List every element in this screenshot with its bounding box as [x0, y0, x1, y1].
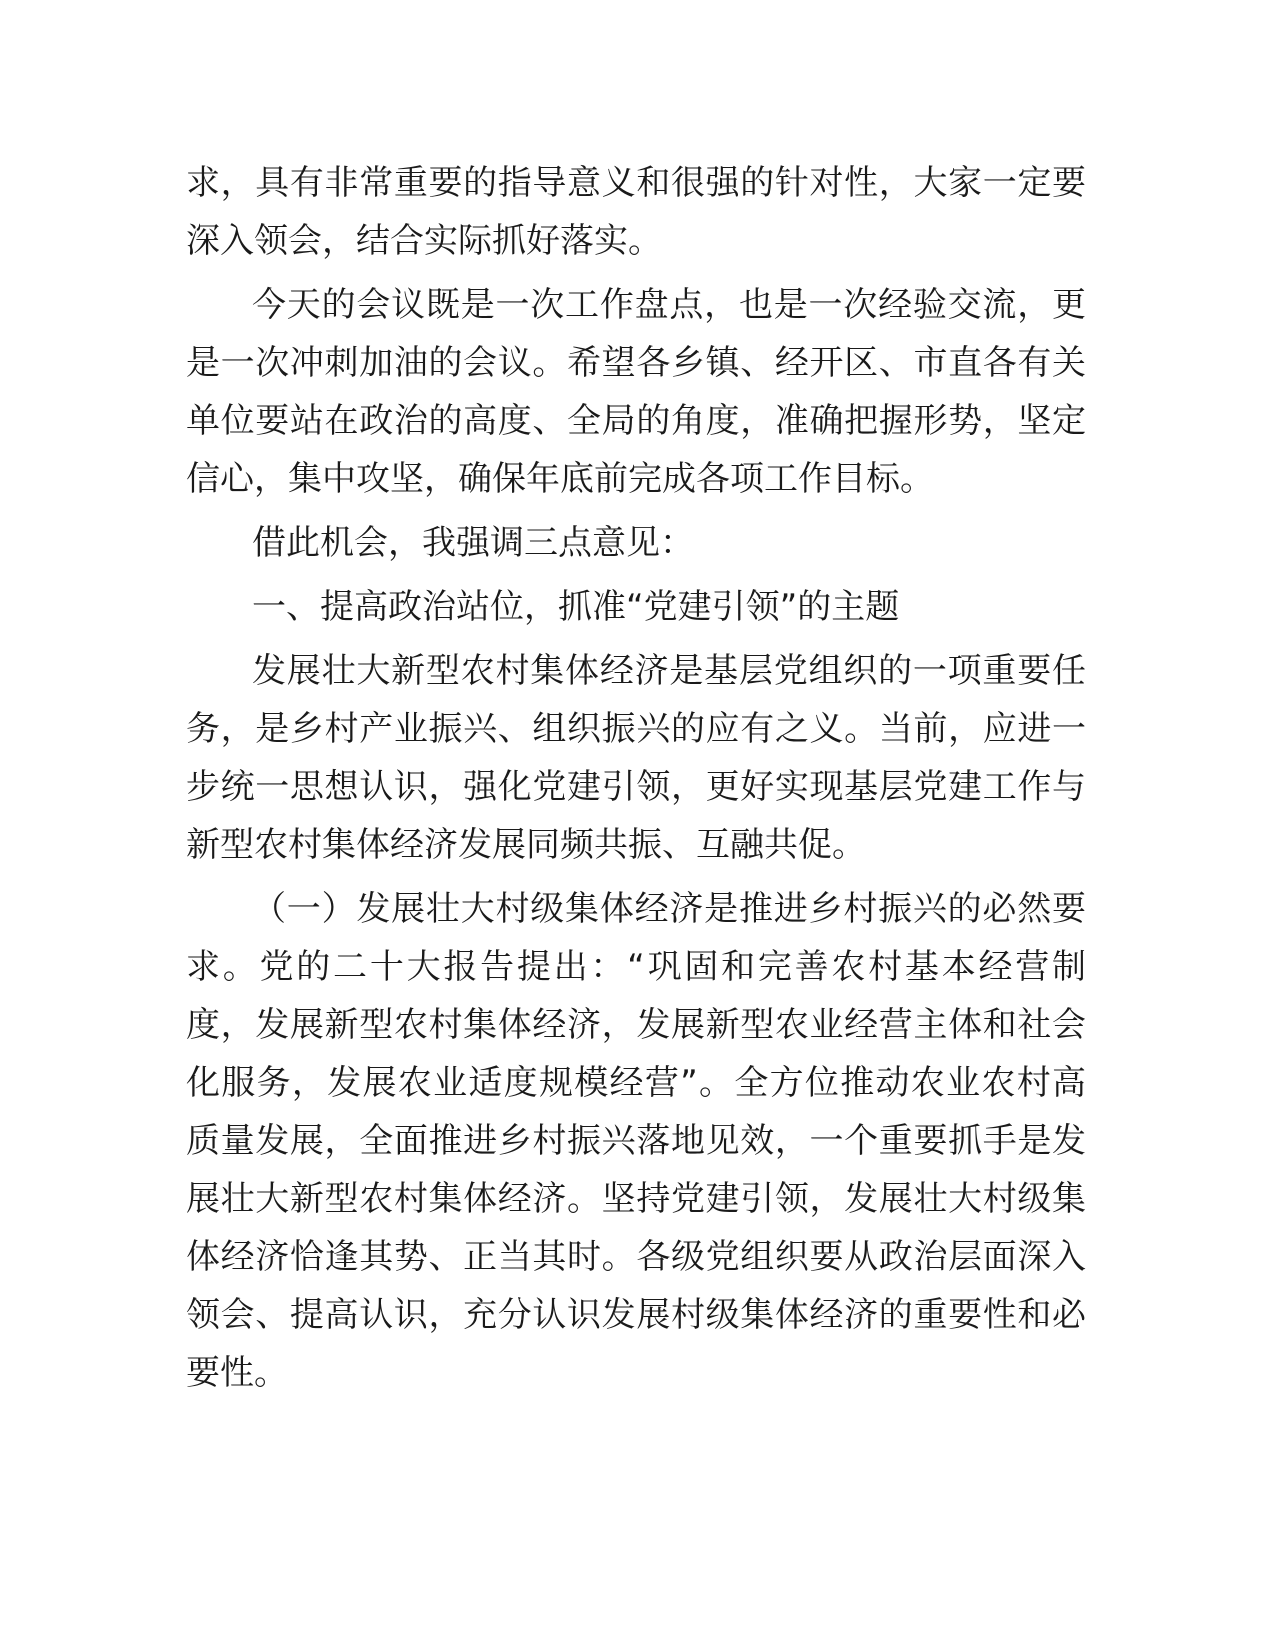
- document-body: [186, 154, 1086, 1408]
- paragraph-meeting-summary: 今天的会议既是一次工作盘点，也是一次经验交流，更是一次冲刺加油的会议。希望各乡镇、经开区、市直各有关单位要站在政治的高度、全局的角度，准确把握形势，坚定信心，集中攻坚，确保年底前完成各项工作目标。: [186, 285, 1086, 499]
- paragraph-section-1-body: 发展壮大新型农村集体经济是基层党组织的一项重要任务，是乡村产业振兴、组织振兴的应有之义。当前，应进一步统一思想认识，强化党建引领，更好实现基层党建工作与新型农村集体经济发展同频共振、互融共促。: [186, 651, 1086, 865]
- paragraph-subsection-1: （一）发展壮大村级集体经济是推进乡村振兴的必然要求。党的二十大报告提出：“巩固和完善农村基本经营制度，发展新型农村集体经济，发展新型农业经营主体和社会化服务，发展农业适度规模经营”。全方位推动农业农村高质量发展，全面推进乡村振兴落地见效，一个重要抓手是发展壮大新型农村集体经济。坚持党建引领，发展壮大村级集体经济恰逢其势、正当其时。各级党组织要从政治层面深入领会、提高认识，充分认识发展村级集体经济的重要性和必要性。: [186, 889, 1086, 1393]
- paragraph-continuation: 求，具有非常重要的指导意义和很强的针对性，大家一定要深入领会，结合实际抓好落实。: [186, 163, 1086, 261]
- section-heading-1: 一、提高政治站位，抓准“党建引领”的主题: [252, 587, 900, 627]
- paragraph-intro-points: 借此机会，我强调三点意见：: [252, 523, 694, 563]
